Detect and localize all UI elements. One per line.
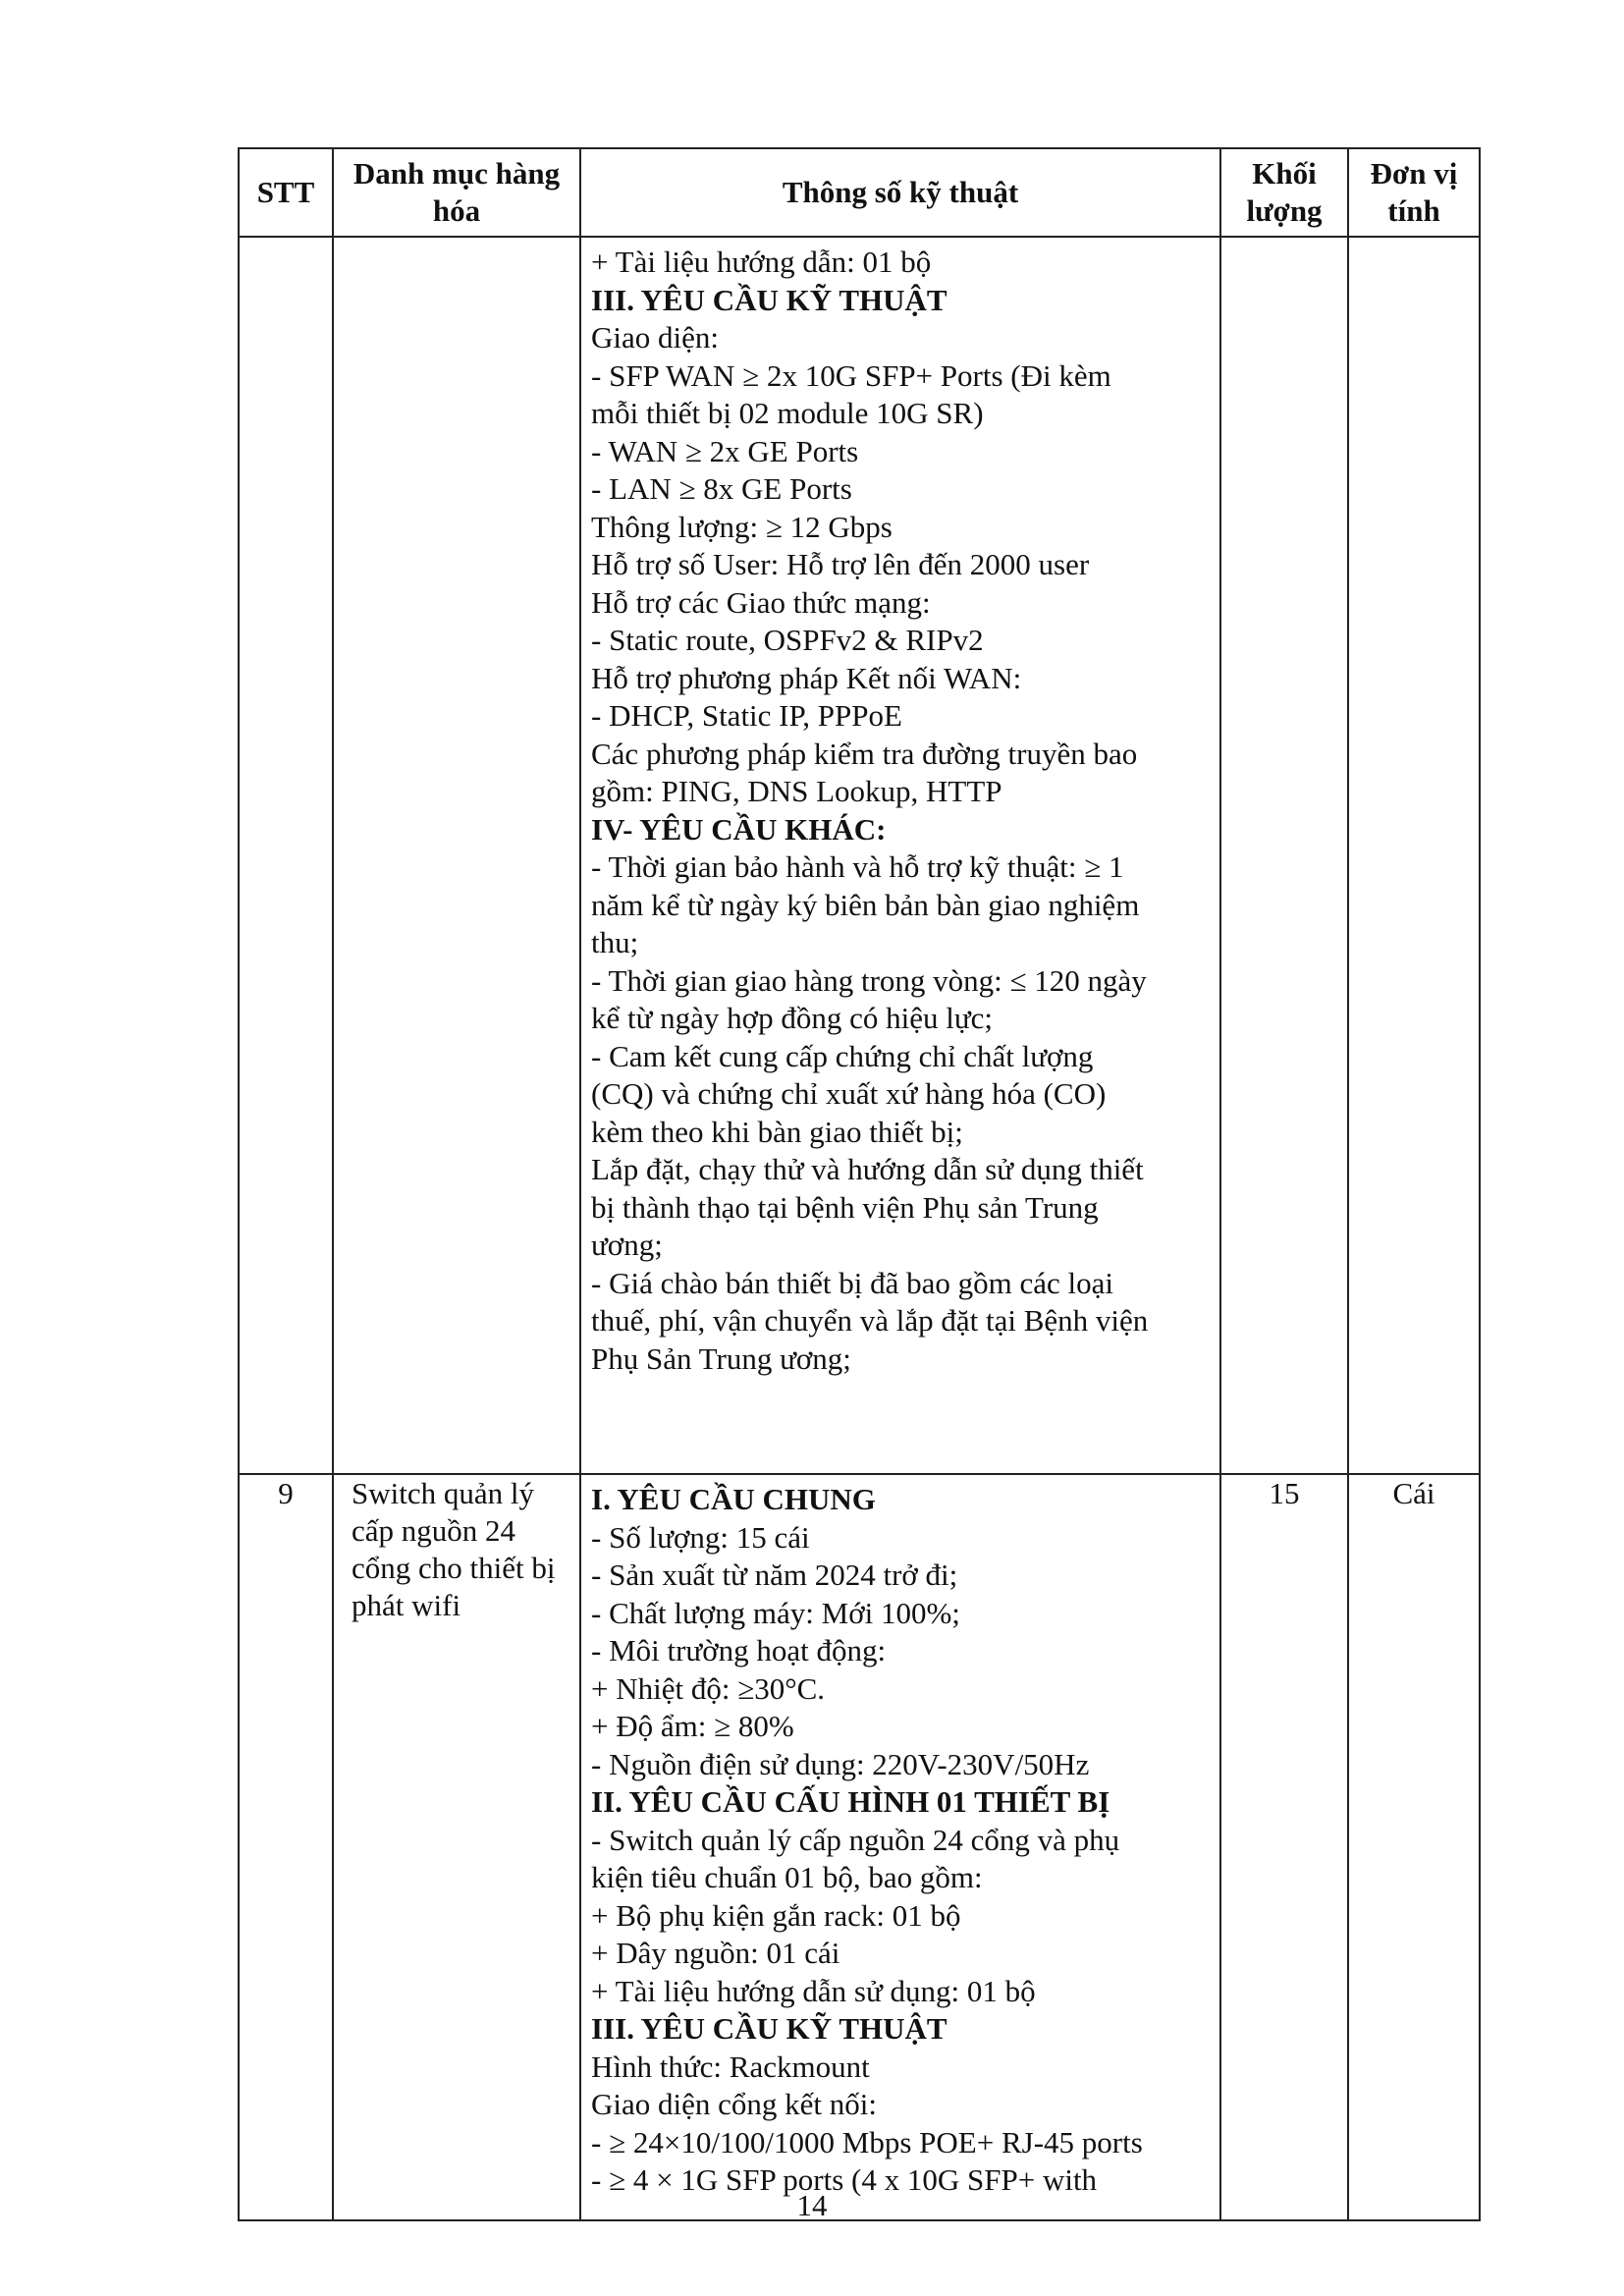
spec-section-heading: III. YÊU CẦU KỸ THUẬT <box>591 282 947 317</box>
cell-spec <box>580 1474 1220 2220</box>
cell-name: Switch quản lý cấp nguồn 24 cổng cho thiết bị phát wifi <box>333 1474 580 2220</box>
spec-line: + Dây nguồn: 01 cái <box>591 1936 840 1970</box>
spec-section-heading: IV- YÊU CẦU KHÁC: <box>591 811 887 847</box>
spec-line: bị thành thạo tại bệnh viện Phụ sản Trung <box>591 1189 1099 1225</box>
table-row <box>239 1474 1480 2220</box>
spec-line: năm kể từ ngày ký biên bản bàn giao nghiệm <box>591 887 1140 922</box>
table-header-row <box>239 148 1480 237</box>
spec-line: mỗi thiết bị 02 module 10G SR) <box>591 396 984 430</box>
spec-line: - DHCP, Static IP, PPPoE <box>591 698 902 733</box>
spec-line: + Tài liệu hướng dẫn sử dụng: 01 bộ <box>591 1973 1036 2008</box>
spec-line: Hỗ trợ số User: Hỗ trợ lên đến 2000 user <box>591 547 1090 581</box>
spec-line: - Môi trường hoạt động: <box>591 1633 887 1667</box>
spec-line: ương; <box>591 1228 663 1262</box>
spec-line: - ≥ 4 × 1G SFP ports (4 x 10G SFP+ with <box>591 2162 1098 2197</box>
spec-line: + Tài liệu hướng dẫn: 01 bộ <box>591 245 932 279</box>
spec-line: kiện tiêu chuẩn 01 bộ, bao gồm: <box>591 1860 983 1894</box>
cell-unit <box>1348 237 1480 1474</box>
spec-line: thu; <box>591 925 639 959</box>
spec-line: Thông lượng: ≥ 12 Gbps <box>591 509 893 544</box>
cell-spec <box>580 237 1220 1474</box>
spec-line: + Bộ phụ kiện gắn rack: 01 bộ <box>591 1897 961 1933</box>
spec-line: - SFP WAN ≥ 2x 10G SFP+ Ports (Đi kèm <box>591 357 1111 393</box>
spec-line: Giao diện cổng kết nối: <box>591 2087 877 2121</box>
spec-line: + Nhiệt độ: ≥30°C. <box>591 1670 826 1706</box>
spec-line: Hỗ trợ các Giao thức mạng: <box>591 584 931 620</box>
spec-line: - Chất lượng máy: Mới 100%; <box>591 1595 960 1630</box>
header-qty: Khối lượng <box>1220 148 1348 237</box>
spec-line: Lắp đặt, chạy thử và hướng dẫn sử dụng thiết <box>591 1152 1144 1186</box>
spec-line: - Switch quản lý cấp nguồn 24 cổng và phụ <box>591 1822 1120 1857</box>
cell-qty: 15 <box>1220 1474 1348 2220</box>
spec-table <box>238 147 1481 2221</box>
spec-section-heading: III. YÊU CẦU KỸ THUẬT <box>591 2011 947 2046</box>
spec-line: - Cam kết cung cấp chứng chỉ chất lượng <box>591 1038 1094 1073</box>
spec-line: - Số lượng: 15 cái <box>591 1519 810 1555</box>
spec-line: - LAN ≥ 8x GE Ports <box>591 471 852 506</box>
spec-line: - ≥ 24×10/100/1000 Mbps POE+ RJ-45 ports <box>591 2124 1143 2159</box>
spec-line: Các phương pháp kiểm tra đường truyền bao <box>591 736 1138 771</box>
spec-section-heading: II. YÊU CẦU CẤU HÌNH 01 THIẾT BỊ <box>591 1784 1110 1819</box>
cell-name <box>333 237 580 1474</box>
spec-line: Giao diện: <box>591 320 719 355</box>
spec-line: kèm theo khi bàn giao thiết bị; <box>591 1114 963 1149</box>
spec-line: - Giá chào bán thiết bị đã bao gồm các loại <box>591 1265 1113 1300</box>
spec-line: gồm: PING, DNS Lookup, HTTP <box>591 774 1002 808</box>
spec-line: thuế, phí, vận chuyển và lắp đặt tại Bệnh viện <box>591 1303 1149 1338</box>
header-unit: Đơn vị tính <box>1348 148 1480 237</box>
spec-line: kể từ ngày hợp đồng có hiệu lực; <box>591 1001 993 1035</box>
spec-line: - Thời gian giao hàng trong vòng: ≤ 120 ngày <box>591 962 1147 998</box>
cell-stt <box>239 237 333 1474</box>
spec-line: - Nguồn điện sử dụng: 220V-230V/50Hz <box>591 1746 1090 1781</box>
cell-stt: 9 <box>239 1474 333 2220</box>
spec-line: Hỗ trợ phương pháp Kết nối WAN: <box>591 660 1022 695</box>
spec-line: - WAN ≥ 2x GE Ports <box>591 433 859 468</box>
spec-line: - Sản xuất từ năm 2024 trở đi; <box>591 1558 958 1592</box>
page-number: 14 <box>796 2188 828 2222</box>
spec-line: - Static route, OSPFv2 & RIPv2 <box>591 623 984 657</box>
cell-qty <box>1220 237 1348 1474</box>
spec-line: (CQ) và chứng chỉ xuất xứ hàng hóa (CO) <box>591 1076 1107 1111</box>
spec-section-heading: I. YÊU CẦU CHUNG <box>591 1482 876 1516</box>
cell-unit: Cái <box>1348 1474 1480 2220</box>
spec-line: - Thời gian bảo hành và hỗ trợ kỹ thuật: ≥ 1 <box>591 849 1124 884</box>
spec-line: Phụ Sản Trung ương; <box>591 1340 851 1376</box>
header-stt: STT <box>239 148 333 237</box>
spec-line: + Độ ẩm: ≥ 80% <box>591 1709 794 1743</box>
table-row <box>239 237 1480 1474</box>
header-spec: Thông số kỹ thuật <box>580 148 1220 237</box>
spec-line: Hình thức: Rackmount <box>591 2049 870 2084</box>
header-name: Danh mục hàng hóa <box>333 148 580 237</box>
